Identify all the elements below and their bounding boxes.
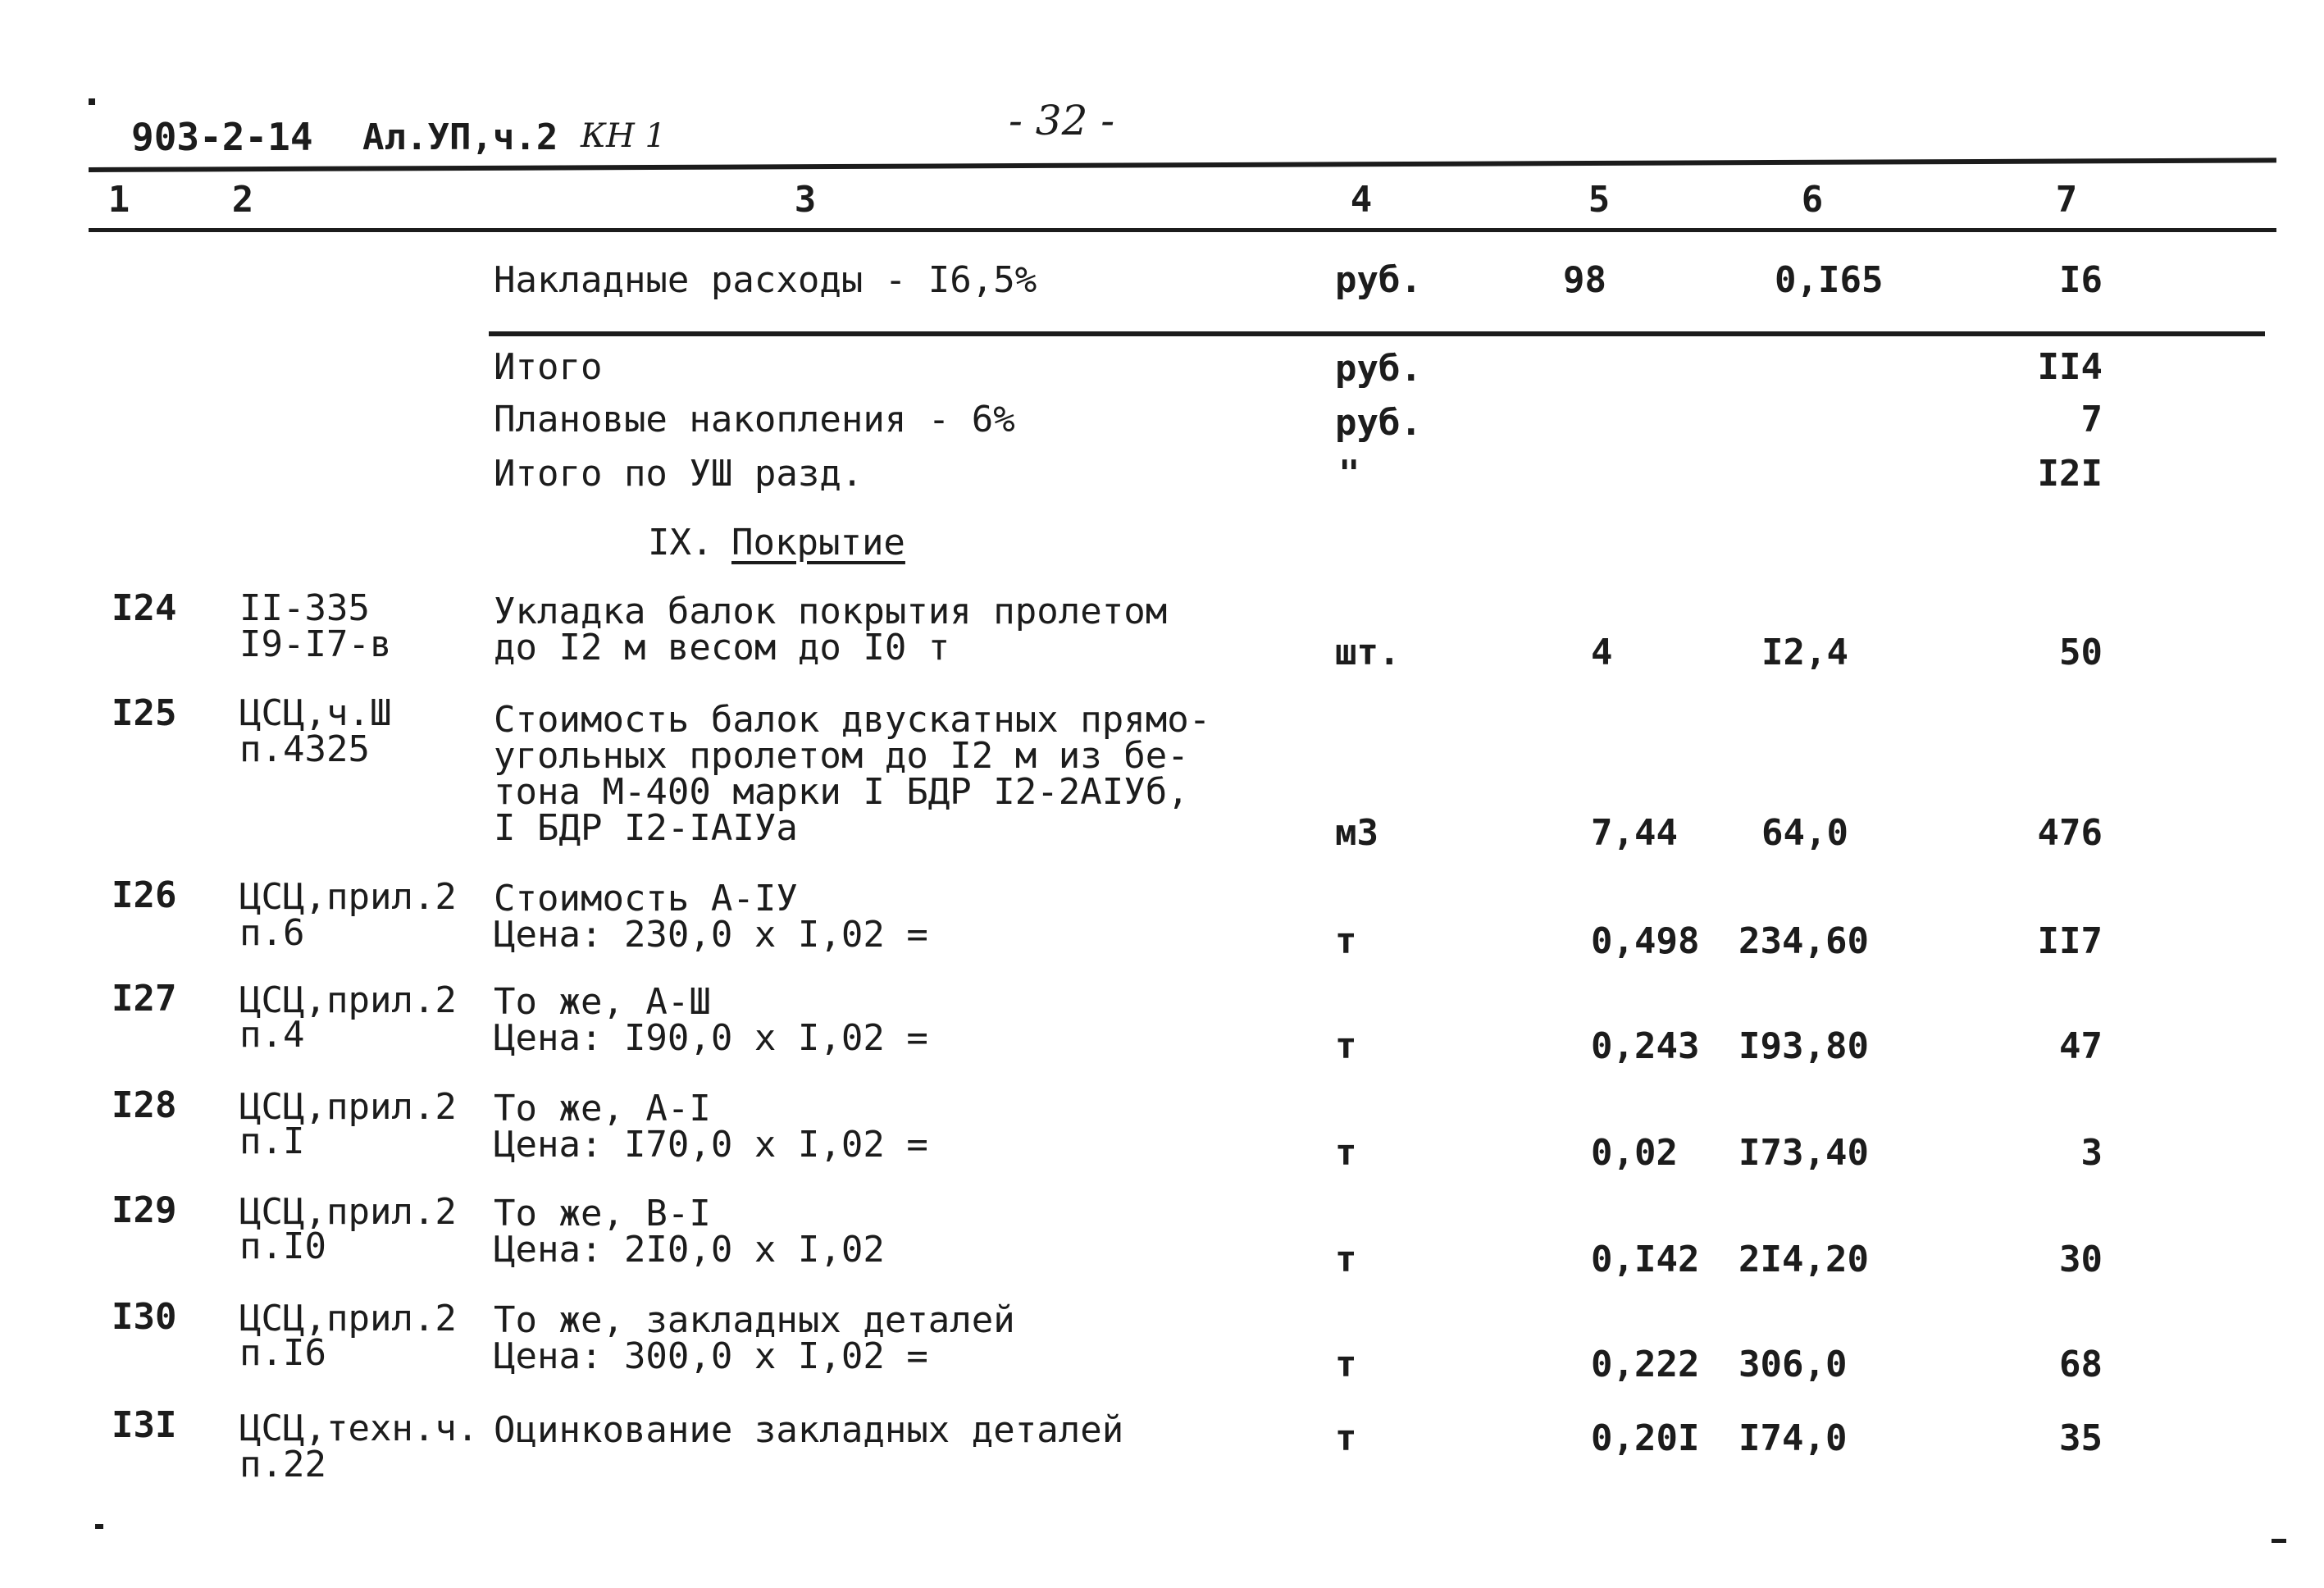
row-number: I25	[112, 692, 177, 734]
row-qty: 0,222	[1591, 1344, 1700, 1385]
row-price: I93,80	[1738, 1025, 1869, 1067]
row-number: I28	[112, 1084, 177, 1126]
row-qty: 4	[1591, 632, 1613, 673]
row-ref-line: п.4325	[239, 728, 370, 770]
row-unit: т	[1335, 1239, 1357, 1280]
overhead-qty: 98	[1563, 259, 1606, 301]
row-ref-line: ЦСЦ,прил.2	[239, 1191, 457, 1233]
row-ref-line: ЦСЦ,прил.2	[239, 979, 457, 1021]
row-qty: 0,243	[1591, 1025, 1700, 1067]
page-number: - 32 -	[1009, 97, 1115, 144]
row-price: I2,4	[1761, 632, 1848, 673]
subtotal-rule	[489, 331, 2265, 336]
total-desc: Итого	[494, 346, 603, 388]
overhead-unit: руб.	[1335, 259, 1422, 301]
planned-savings-value: 7	[2080, 399, 2103, 440]
row-total: 50	[2059, 632, 2103, 673]
row-ref-line: п.6	[239, 912, 305, 954]
row-desc-line: То же, А-Ш	[494, 981, 711, 1023]
row-unit: м3	[1335, 812, 1378, 854]
planned-savings-unit: руб.	[1335, 402, 1422, 444]
row-desc-line: угольных пролетом до I2 м из бе-	[494, 735, 1189, 777]
row-number: I26	[112, 874, 177, 916]
row-desc-line: То же, В-I	[494, 1193, 711, 1234]
row-desc-line: Укладка балок покрытия пролетом	[494, 591, 1168, 632]
section-number: IX.	[648, 522, 713, 564]
row-desc-line: Цена: 230,0 х I,02 =	[494, 914, 928, 956]
book-handwritten: КН 1	[581, 117, 667, 155]
row-price: I73,40	[1738, 1132, 1869, 1174]
section-title: Покрытие	[731, 522, 905, 564]
row-desc-line: То же, А-I	[494, 1088, 711, 1129]
row-desc-line: Стоимость балок двускатных прямо-	[494, 699, 1211, 741]
header-rule-top	[89, 157, 2276, 172]
overhead-total: I6	[2059, 259, 2103, 301]
row-desc-line: тона М-400 марки I БДР I2-2АIУб,	[494, 771, 1189, 813]
album-ref: Ал.УП,ч.2	[362, 116, 558, 158]
overhead-price: 0,I65	[1775, 259, 1884, 301]
total-value: II4	[2037, 346, 2103, 388]
header-rule-bottom	[89, 228, 2276, 232]
row-unit: т	[1335, 1344, 1357, 1385]
row-total: 47	[2059, 1025, 2103, 1067]
row-total: 30	[2059, 1239, 2103, 1280]
row-qty: 0,498	[1591, 920, 1700, 962]
column-number-5: 5	[1588, 179, 1611, 221]
row-price: I74,0	[1738, 1417, 1848, 1459]
row-desc-line: Оцинкование закладных деталей	[494, 1409, 1124, 1451]
row-number: I27	[112, 978, 177, 1020]
row-desc-line: Стоимость А-IУ	[494, 878, 798, 919]
row-number: I24	[112, 587, 177, 629]
section-total-unit: "	[1338, 453, 1360, 495]
corner-mark-bottom-left	[95, 1524, 103, 1529]
column-number-6: 6	[1801, 179, 1824, 221]
row-ref-line: п.I	[239, 1120, 305, 1162]
row-unit: т	[1335, 920, 1357, 962]
doc-code: 903-2-14	[131, 115, 313, 159]
corner-mark-bottom-right	[2272, 1539, 2286, 1543]
row-unit: т	[1335, 1025, 1357, 1067]
row-price: 306,0	[1738, 1344, 1848, 1385]
row-unit: т	[1335, 1132, 1357, 1174]
row-ref-line: ЦСЦ,прил.2	[239, 1298, 457, 1339]
row-number: I29	[112, 1189, 177, 1231]
overhead-desc: Накладные расходы - I6,5%	[494, 259, 1037, 301]
row-ref-line: ЦСЦ,прил.2	[239, 1086, 457, 1128]
row-ref-line: п.22	[239, 1444, 326, 1485]
row-desc-line: Цена: 2I0,0 х I,02	[494, 1229, 885, 1271]
row-ref-line: ЦСЦ,ч.Ш	[239, 692, 392, 734]
row-number: I30	[112, 1296, 177, 1338]
section-total-desc: Итого по УШ разд.	[494, 453, 864, 495]
row-unit: шт.	[1335, 632, 1401, 673]
row-ref-line: I9-I7-в	[239, 623, 392, 665]
row-ref-line: п.I6	[239, 1332, 326, 1374]
row-ref-line: п.4	[239, 1014, 305, 1056]
row-ref-line: п.I0	[239, 1225, 326, 1267]
column-number-2: 2	[231, 179, 254, 221]
planned-savings-desc: Плановые накопления - 6%	[494, 399, 1015, 440]
row-total: II7	[2037, 920, 2103, 962]
section-total-value: I2I	[2037, 453, 2103, 495]
row-qty: 0,I42	[1591, 1239, 1700, 1280]
row-qty: 0,02	[1591, 1132, 1678, 1174]
row-total: 35	[2059, 1417, 2103, 1459]
row-desc-line: То же, закладных деталей	[494, 1299, 1015, 1341]
row-ref-line: II-335	[239, 587, 370, 629]
row-desc-line: до I2 м весом до I0 т	[494, 627, 950, 669]
row-ref-line: ЦСЦ,техн.ч.	[239, 1408, 479, 1449]
row-price: 234,60	[1738, 920, 1869, 962]
corner-mark-top-left	[89, 98, 95, 105]
row-price: 64,0	[1761, 812, 1848, 854]
column-number-7: 7	[2055, 179, 2078, 221]
column-number-4: 4	[1350, 179, 1373, 221]
column-number-1: 1	[107, 179, 130, 221]
row-desc-line: I БДР I2-IАIУа	[494, 807, 798, 849]
row-ref-line: ЦСЦ,прил.2	[239, 876, 457, 918]
row-total: 476	[2037, 812, 2103, 854]
row-qty: 0,20I	[1591, 1417, 1700, 1459]
row-number: I3I	[112, 1404, 177, 1446]
row-total: 3	[2080, 1132, 2103, 1174]
row-price: 2I4,20	[1738, 1239, 1869, 1280]
column-number-3: 3	[794, 179, 817, 221]
row-total: 68	[2059, 1344, 2103, 1385]
row-qty: 7,44	[1591, 812, 1678, 854]
row-unit: т	[1335, 1417, 1357, 1459]
row-desc-line: Цена: 300,0 х I,02 =	[494, 1335, 928, 1377]
row-desc-line: Цена: I70,0 х I,02 =	[494, 1124, 928, 1166]
total-unit: руб.	[1335, 348, 1422, 390]
row-desc-line: Цена: I90,0 х I,02 =	[494, 1017, 928, 1059]
